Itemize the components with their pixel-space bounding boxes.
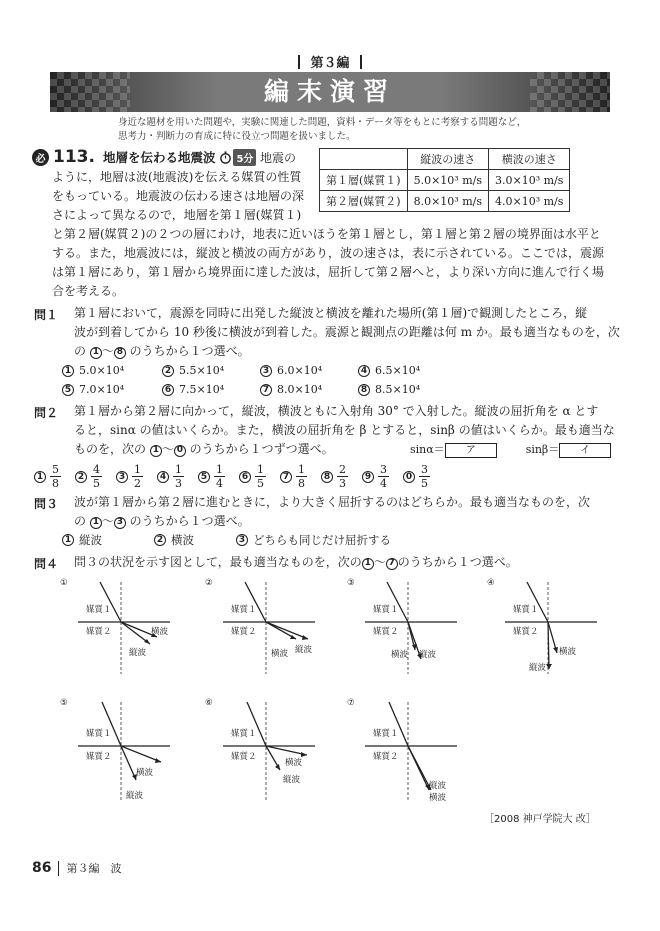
svg-text:③: ③ — [347, 578, 355, 588]
refraction-diagram[interactable] — [60, 578, 180, 682]
svg-text:横波: 横波 — [271, 649, 289, 659]
svg-text:媒質１: 媒質１ — [373, 729, 399, 739]
time-badge: 5分 — [233, 149, 256, 166]
refraction-diagram[interactable] — [487, 578, 607, 682]
table-cell: 横波の速さ — [489, 149, 570, 170]
choice[interactable]: 1 縦波 — [62, 532, 154, 548]
svg-text:⑦: ⑦ — [347, 698, 355, 708]
svg-text:横波: 横波 — [136, 768, 154, 778]
answer-choices — [62, 532, 391, 548]
problem-text: ように，地層は波(地震波)を伝える媒質の性質 をもっている。地震波の伝わる速さは地層の深 さによって異なるので，地層を第１層(媒質１) — [52, 170, 305, 222]
choice[interactable]: 6 7.5×10⁴ — [162, 382, 260, 398]
choice[interactable]: 4 $\frac{1}{3}$ — [157, 463, 184, 490]
problem-title: 地層を伝わる地震波 — [102, 150, 216, 165]
divider — [360, 55, 362, 69]
divider — [298, 55, 300, 69]
page-footer — [32, 860, 121, 876]
svg-text:⑤: ⑤ — [60, 698, 68, 708]
required-badge: 必 — [32, 149, 49, 166]
source-citation: ［2008 神戸学院大 改］ — [484, 814, 596, 825]
problem-heading — [32, 146, 262, 168]
choice[interactable]: 8 8.5×10⁴ — [358, 382, 420, 398]
table-cell: 4.0×10³ m/s — [489, 191, 570, 212]
table-cell: 8.0×10³ m/s — [407, 191, 488, 212]
svg-text:縦波: 縦波 — [419, 650, 437, 660]
svg-text:縦波: 縦波 — [429, 781, 447, 791]
choice[interactable]: 1 $\frac{5}{8}$ — [34, 463, 61, 490]
choice[interactable]: 3 6.0×10⁴ — [260, 363, 358, 379]
choice[interactable]: 1 5.0×10⁴ — [62, 363, 162, 379]
svg-text:縦波: 縦波 — [295, 645, 313, 655]
stopwatch-icon — [219, 151, 232, 164]
table-cell: 3.0×10³ m/s — [489, 170, 570, 191]
question-label: 問３ — [34, 497, 59, 511]
svg-text:④: ④ — [487, 578, 495, 588]
table-cell: 第１層(媒質１) — [320, 170, 408, 191]
question-text: 波が第１層から第２層に進むときに，より大きく屈折するのはどちらか。最も適当なものを，次 の 1 ～ 3 のうちから１つ選べ。 — [74, 495, 591, 528]
choice[interactable]: 8 $\frac{2}{3}$ — [321, 463, 348, 490]
footer-label: 第３編 波 — [66, 862, 122, 875]
refraction-diagram[interactable] — [347, 698, 467, 812]
svg-text:媒質２: 媒質２ — [86, 627, 112, 637]
svg-text:横波: 横波 — [391, 650, 409, 660]
question-label: 問４ — [34, 557, 59, 571]
svg-text:媒質１: 媒質１ — [513, 605, 539, 615]
fraction-choices — [34, 463, 444, 490]
svg-text:縦波: 縦波 — [126, 791, 144, 801]
table-cell — [320, 149, 408, 170]
choice[interactable]: 5 7.0×10⁴ — [62, 382, 162, 398]
svg-text:媒質１: 媒質１ — [86, 729, 112, 739]
answer-box[interactable]: イ — [559, 443, 611, 458]
page-number: 86 — [32, 860, 52, 876]
intro-text: 身近な題材を用いた問題や，実験に関連した問題，資料・データ等をもとに考察する問題など， 思考力・判断力の育成に特に役立つ問題を扱いました。 — [118, 117, 527, 142]
question-text: 問３の状況を示す図として，最も適当なものを，次の 1 ～ 7 のうちから１つ選べ。 — [74, 555, 518, 569]
choice[interactable]: 5 $\frac{1}{4}$ — [198, 463, 225, 490]
table-cell: 縦波の速さ — [407, 149, 488, 170]
problem-number: 113. — [53, 147, 95, 167]
chapter-title: 編末演習 — [263, 77, 396, 106]
time-indicator — [219, 149, 256, 166]
svg-text:媒質１: 媒質１ — [86, 605, 112, 615]
answer-slots: sinα＝ ア sinβ＝ イ — [410, 440, 611, 459]
svg-text:縦波: 縦波 — [529, 663, 547, 673]
table-row — [320, 191, 570, 212]
svg-text:媒質１: 媒質１ — [231, 729, 257, 739]
choice[interactable]: 7 $\frac{1}{8}$ — [280, 463, 307, 490]
question-label: 問２ — [34, 406, 59, 420]
svg-text:横波: 横波 — [429, 793, 447, 803]
answer-choices — [62, 382, 420, 398]
svg-text:媒質２: 媒質２ — [231, 627, 257, 637]
refraction-diagram[interactable] — [60, 698, 180, 812]
table-row — [320, 149, 570, 170]
table-row — [320, 170, 570, 191]
svg-text:横波: 横波 — [151, 627, 169, 637]
question-text: 第１層から第２層に向かって，縦波，横波ともに入射角 30° で入射した。縦波の屈折角を α とす ると，sinα の値はいくらか。また，横波の屈折角を β とすると，sinβ の値はいくらか。最も適当な ものを，次の 1 ～ 0 のうちから１つずつ選べ。 — [74, 404, 615, 456]
choice[interactable]: 7 8.0×10⁴ — [260, 382, 358, 398]
choice[interactable]: 2 $\frac{4}{5}$ — [75, 463, 102, 490]
choice[interactable]: 9 $\frac{3}{4}$ — [362, 463, 389, 490]
svg-text:媒質２: 媒質２ — [373, 627, 399, 637]
choice[interactable]: 6 $\frac{1}{5}$ — [239, 463, 266, 490]
question-text: 第１層において，震源を同時に出発した縦波と横波を離れた場所(第１層)で観測したところ，縦 波が到着してから 10 秒後に横波が到着した。震源と観測点の距離は何 m か。最も適当なものを，次 の 1 ～ 8 のうちから１つ選べ。 — [74, 306, 620, 358]
refraction-diagram[interactable] — [347, 578, 467, 682]
answer-choices — [62, 363, 420, 379]
choice[interactable]: 2 5.5×10⁴ — [162, 363, 260, 379]
svg-text:縦波: 縦波 — [129, 648, 147, 658]
svg-text:⑥: ⑥ — [205, 698, 213, 708]
svg-text:①: ① — [60, 578, 68, 588]
svg-text:媒質１: 媒質１ — [373, 605, 399, 615]
wave-speed-table — [319, 148, 570, 212]
svg-text:媒質２: 媒質２ — [373, 752, 399, 762]
problem-text: と第２層(媒質２)の２つの層にわけ，地表に近いほうを第１層とし，第１層と第２層の境界面は水平と する。また，地震波には，縦波と横波の両方があり，波の速さは，表に示されている。ここでは，震源 は第１層にあり，第１層から境界面に達した波は，屈折して第２層へと，より深い方向に進んで行く場 合を考える。 — [52, 227, 605, 298]
choice[interactable]: 3 どちらも同じだけ屈折する — [236, 532, 391, 548]
svg-text:縦波: 縦波 — [283, 775, 301, 785]
table-cell: 5.0×10³ m/s — [407, 170, 488, 191]
problem-text: 地震の — [260, 151, 297, 165]
answer-box[interactable]: ア — [445, 443, 497, 458]
refraction-diagram[interactable] — [205, 698, 325, 812]
divider — [58, 861, 59, 876]
svg-text:媒質２: 媒質２ — [513, 627, 539, 637]
refraction-diagram[interactable] — [205, 578, 325, 682]
svg-text:横波: 横波 — [559, 647, 577, 657]
svg-text:媒質２: 媒質２ — [86, 752, 112, 762]
section-label: 第３編 — [0, 52, 660, 71]
chapter-banner — [50, 72, 610, 112]
choice[interactable]: 0 $\frac{3}{5}$ — [403, 463, 430, 490]
svg-text:横波: 横波 — [285, 758, 303, 768]
svg-text:媒質１: 媒質１ — [231, 605, 257, 615]
question-label: 問１ — [34, 308, 59, 322]
table-cell: 第２層(媒質２) — [320, 191, 408, 212]
choice[interactable]: 4 6.5×10⁴ — [358, 363, 420, 379]
svg-text:媒質２: 媒質２ — [231, 752, 257, 762]
choice[interactable]: 2 横波 — [154, 532, 236, 548]
svg-text:②: ② — [205, 578, 213, 588]
choice[interactable]: 3 $\frac{1}{2}$ — [116, 463, 143, 490]
